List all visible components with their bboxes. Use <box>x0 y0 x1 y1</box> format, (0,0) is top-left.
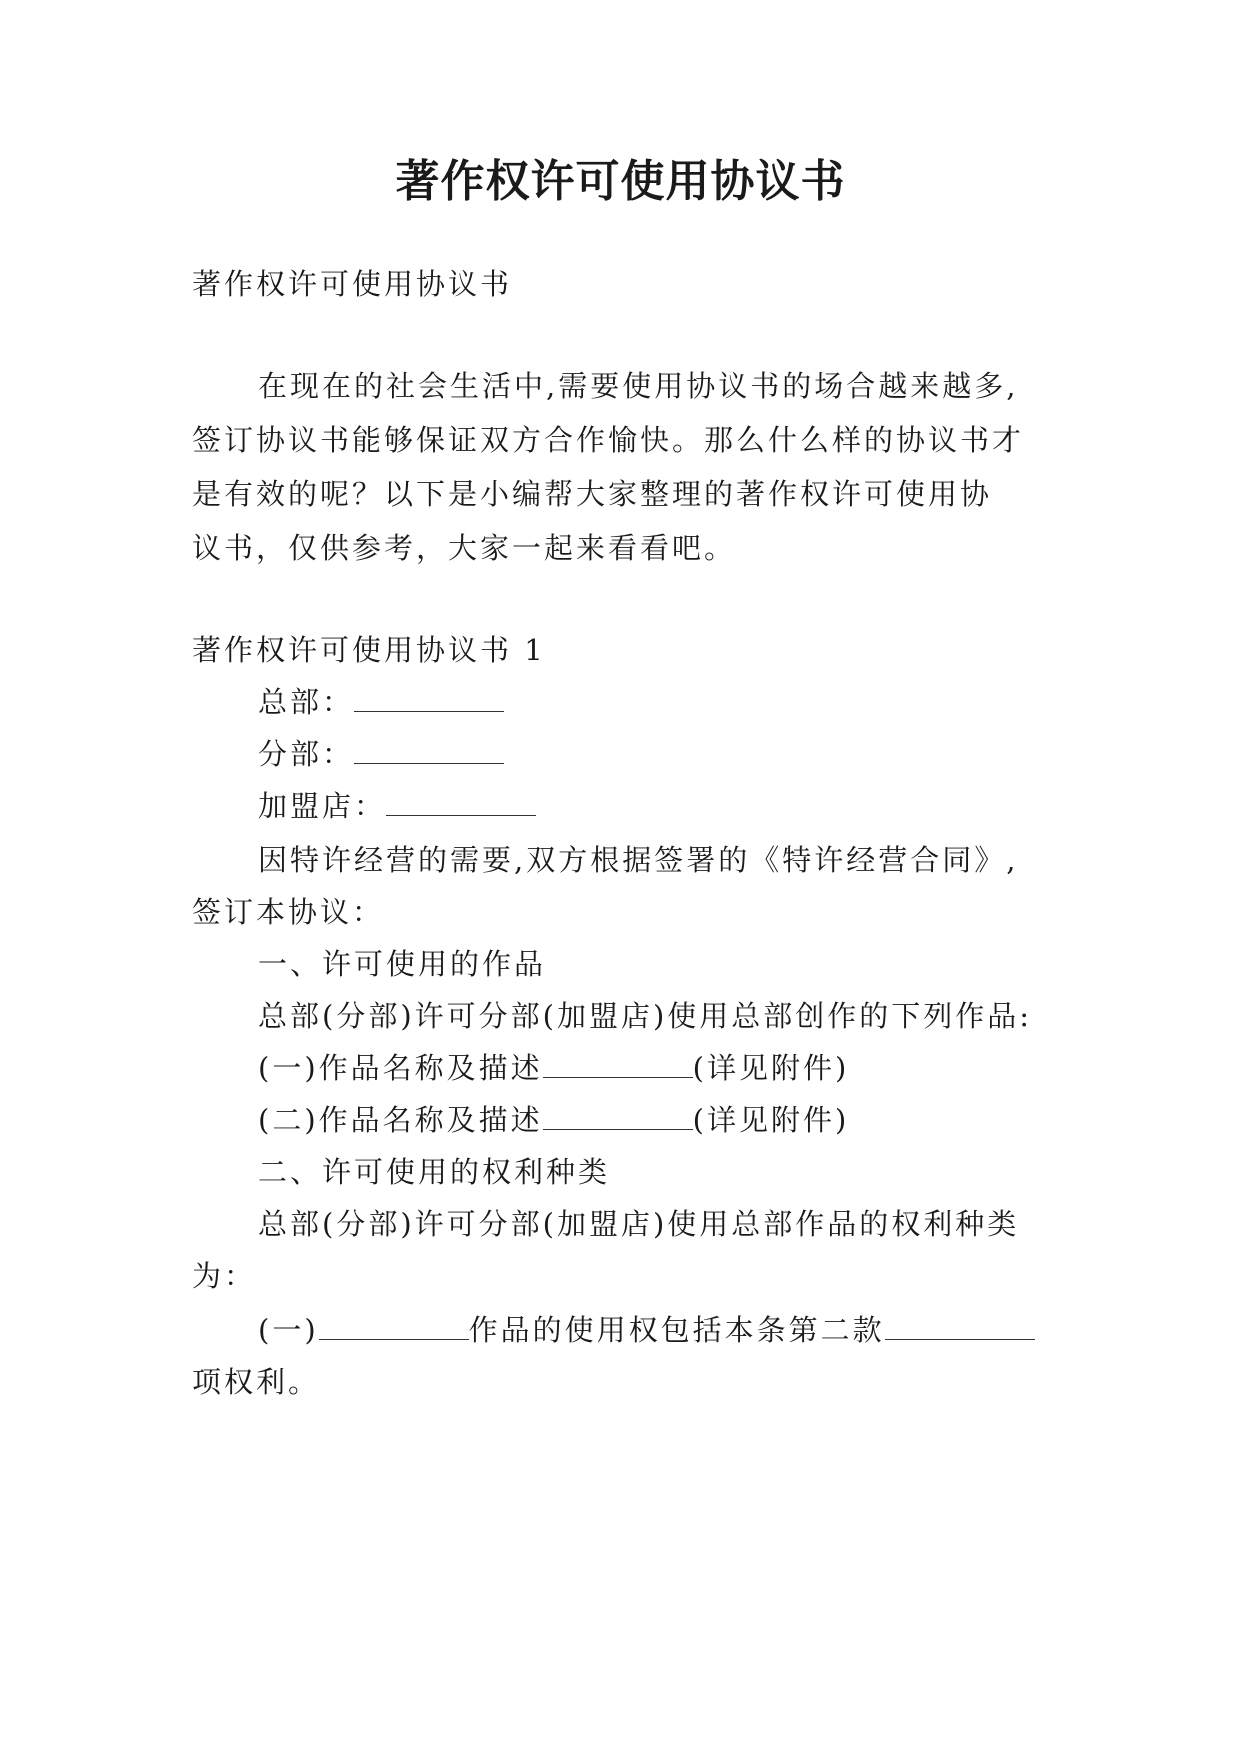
article-1-item-1-note: (详见附件) <box>692 1051 850 1085</box>
article-1-item-1-blank <box>543 1049 693 1078</box>
party-hq-row <box>258 682 504 722</box>
article-1-item-1-label: (一)作品名称及描述 <box>258 1051 543 1085</box>
article-2-item-1-label: (一) <box>258 1313 319 1347</box>
article-2-item-1-text: 作品的使用权包括本条第二款 <box>468 1313 885 1347</box>
preamble-line-2: 签订本协议： <box>192 895 385 929</box>
intro-line-4: 议书，仅供参考，大家一起来看看吧。 <box>192 531 737 565</box>
intro-line-1: 在现在的社会生活中,需要使用协议书的场合越来越多, <box>258 369 1019 403</box>
party-store-label: 加盟店： <box>258 789 387 823</box>
article-2-heading: 二、许可使用的权利种类 <box>258 1155 611 1189</box>
article-1-item-2-blank <box>543 1101 693 1130</box>
article-2-item-1-blank-2 <box>885 1311 1035 1340</box>
article-1-item-2-note: (详见附件) <box>692 1103 850 1137</box>
section-heading: 著作权许可使用协议书 1 <box>192 633 546 667</box>
intro-line-2: 签订协议书能够保证双方合作愉快。那么什么样的协议书才 <box>192 423 1025 457</box>
article-2-item-1-blank-1 <box>319 1311 469 1340</box>
document-subtitle: 著作权许可使用协议书 <box>192 267 513 301</box>
party-store-blank <box>386 787 536 816</box>
article-1-text: 总部(分部)许可分部(加盟店)使用总部创作的下列作品: <box>258 999 1033 1033</box>
party-branch-label: 分部： <box>258 737 355 771</box>
party-branch-blank <box>354 735 504 764</box>
party-hq-label: 总部： <box>258 685 355 719</box>
article-2-item-1 <box>258 1310 1035 1350</box>
party-hq-blank <box>354 683 504 712</box>
preamble-line-1: 因特许经营的需要,双方根据签署的《特许经营合同》, <box>258 843 1019 877</box>
article-2-text-line-2: 为： <box>192 1259 257 1293</box>
article-1-item-2 <box>258 1100 849 1140</box>
intro-line-3: 是有效的呢？以下是小编帮大家整理的著作权许可使用协 <box>192 477 993 511</box>
article-1-heading: 一、许可使用的作品 <box>258 947 547 981</box>
article-2-item-1-cont: 项权利。 <box>192 1365 321 1399</box>
article-1-item-1 <box>258 1048 849 1088</box>
party-branch-row <box>258 734 504 774</box>
party-store-row <box>258 786 536 826</box>
article-1-item-2-label: (二)作品名称及描述 <box>258 1103 543 1137</box>
document-title: 著作权许可使用协议书 <box>395 156 846 207</box>
article-2-text-line-1: 总部(分部)许可分部(加盟店)使用总部作品的权利种类 <box>258 1207 1020 1241</box>
